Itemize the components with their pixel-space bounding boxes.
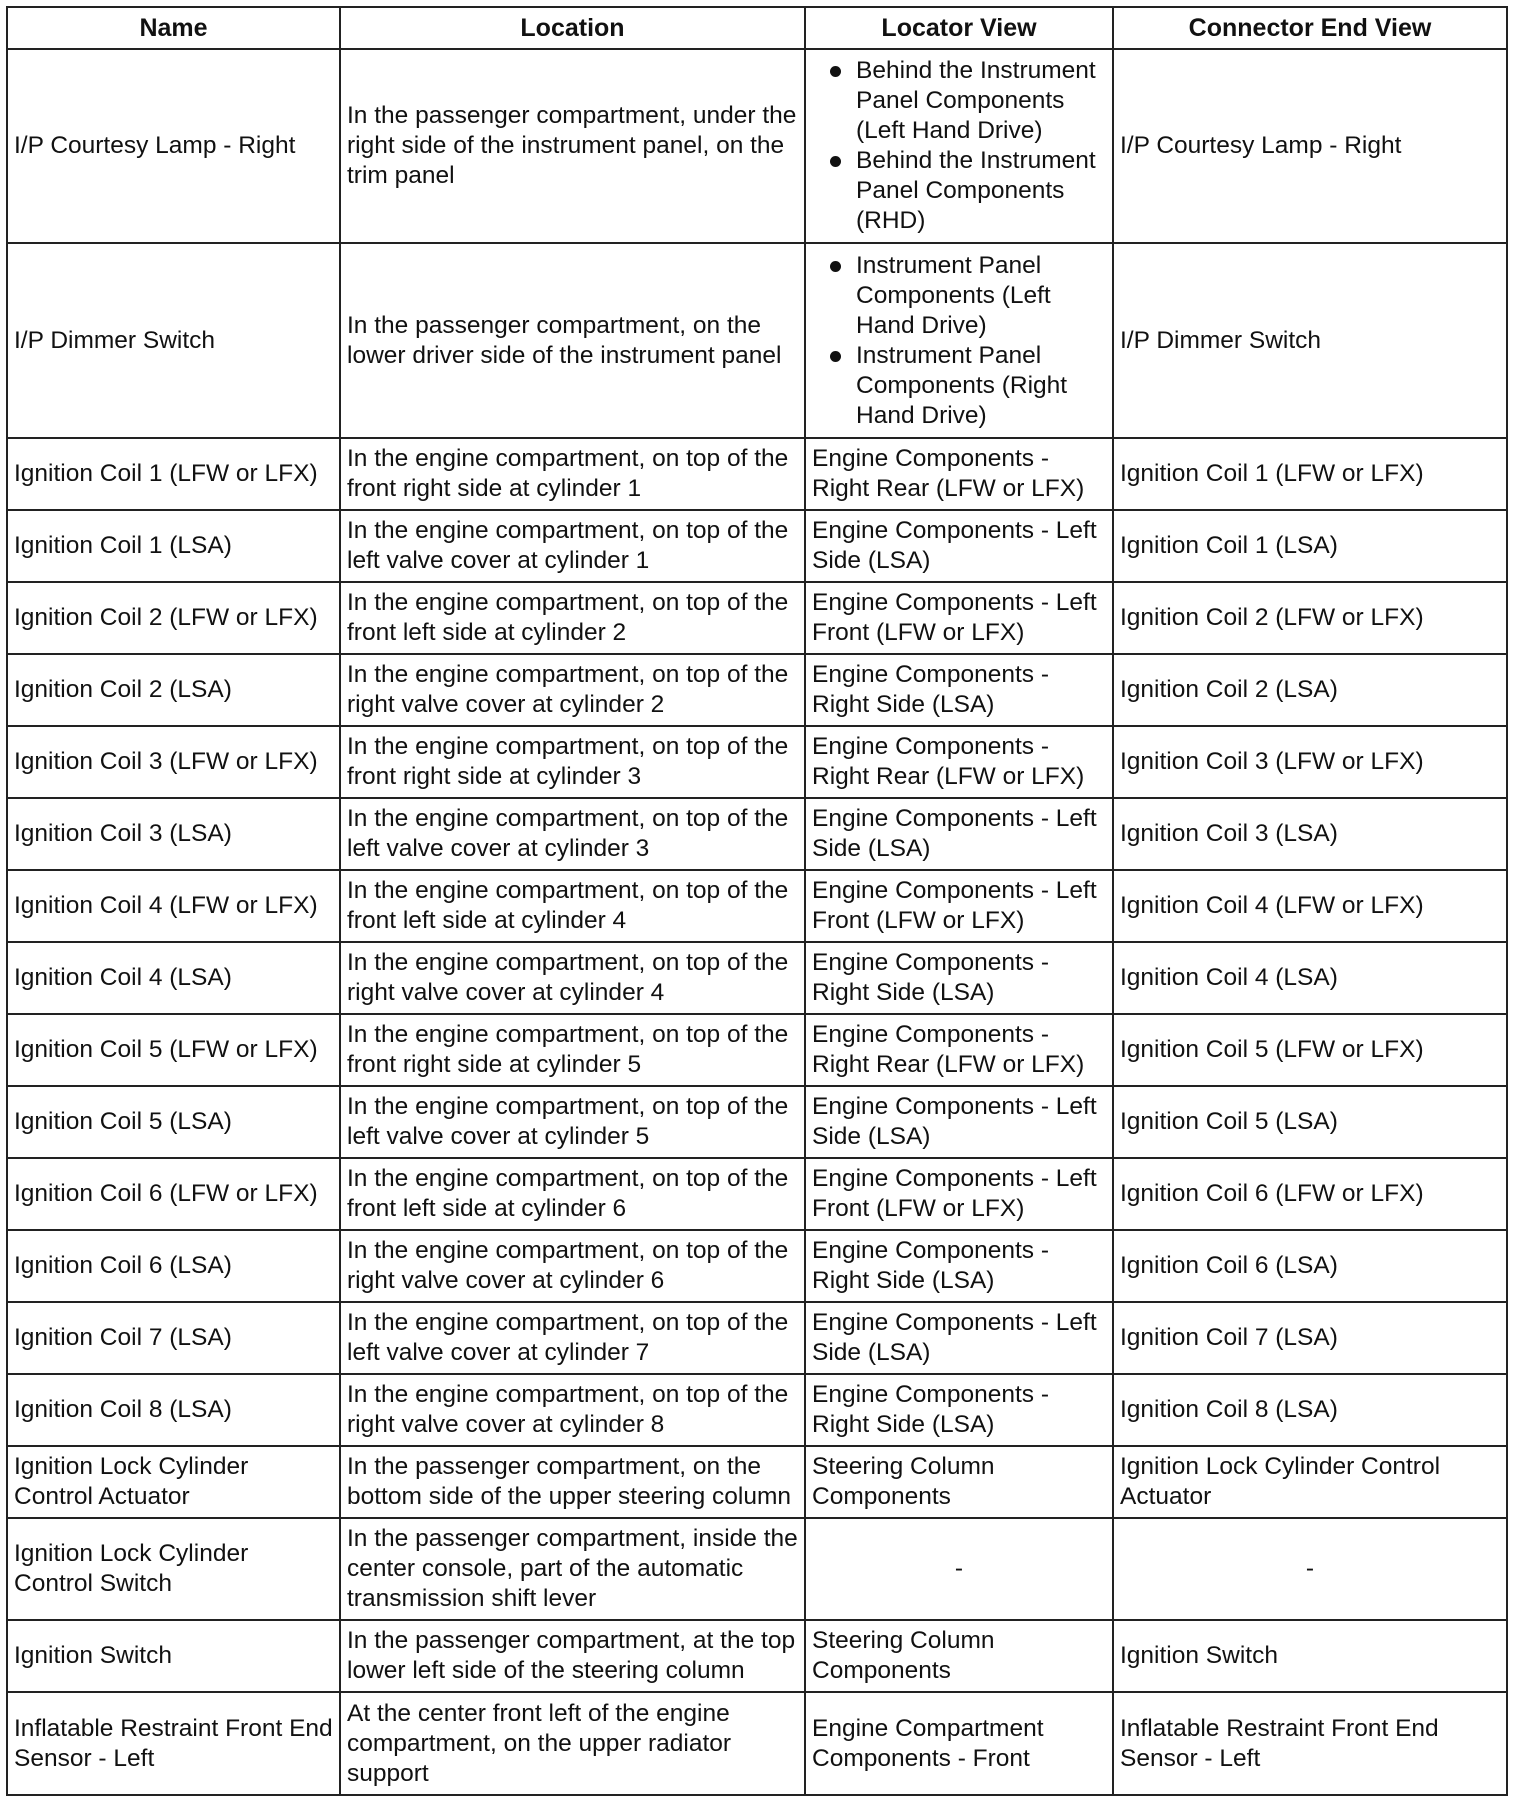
cell-locator-view[interactable]: Steering Column Components — [805, 1446, 1113, 1518]
locator-link[interactable]: Behind the Instrument Panel Components (Left Hand Drive) — [812, 56, 1106, 146]
cell-connector-end-view[interactable]: Ignition Coil 6 (LFW or LFX) — [1113, 1158, 1507, 1230]
cell-location: In the engine compartment, on top of the right valve cover at cylinder 4 — [340, 942, 805, 1014]
table-row — [7, 510, 1507, 582]
cell-name: Ignition Coil 3 (LSA) — [7, 798, 340, 870]
table-row — [7, 1230, 1507, 1302]
cell-locator-view[interactable]: Engine Components - Right Side (LSA) — [805, 942, 1113, 1014]
cell-connector-end-view[interactable]: Ignition Coil 6 (LSA) — [1113, 1230, 1507, 1302]
cell-locator-view[interactable]: Engine Components - Right Rear (LFW or LFX) — [805, 726, 1113, 798]
locator-link[interactable]: Instrument Panel Components (Right Hand Drive) — [812, 341, 1106, 431]
cell-connector-end-view[interactable]: Inflatable Restraint Front End Sensor - Left — [1113, 1692, 1507, 1795]
cell-locator-view — [805, 243, 1113, 438]
cell-name: Ignition Coil 1 (LFW or LFX) — [7, 438, 340, 510]
cell-locator-view[interactable]: Engine Components - Left Side (LSA) — [805, 798, 1113, 870]
cell-locator-view[interactable]: Engine Components - Right Side (LSA) — [805, 1374, 1113, 1446]
cell-connector-end-view[interactable]: Ignition Coil 3 (LSA) — [1113, 798, 1507, 870]
cell-connector-end-view[interactable]: Ignition Coil 4 (LFW or LFX) — [1113, 870, 1507, 942]
table-row — [7, 1158, 1507, 1230]
cell-connector-end-view[interactable]: Ignition Lock Cylinder Control Actuator — [1113, 1446, 1507, 1518]
locator-bullet-list — [812, 56, 1106, 236]
cell-name: I/P Dimmer Switch — [7, 243, 340, 438]
cell-name: Inflatable Restraint Front End Sensor - Left — [7, 1692, 340, 1795]
cell-name: Ignition Coil 6 (LFW or LFX) — [7, 1158, 340, 1230]
cell-location: In the engine compartment, on top of the front left side at cylinder 6 — [340, 1158, 805, 1230]
cell-connector-end-view[interactable]: Ignition Switch — [1113, 1620, 1507, 1692]
cell-locator-view[interactable]: Engine Components - Right Rear (LFW or LFX) — [805, 1014, 1113, 1086]
cell-connector-end-view[interactable]: Ignition Coil 1 (LSA) — [1113, 510, 1507, 582]
cell-location: In the passenger compartment, inside the center console, part of the automatic transmission shift lever — [340, 1518, 805, 1620]
cell-location: In the engine compartment, on top of the front right side at cylinder 1 — [340, 438, 805, 510]
cell-name: Ignition Switch — [7, 1620, 340, 1692]
cell-locator-view[interactable]: Engine Components - Left Side (LSA) — [805, 510, 1113, 582]
header-row — [7, 7, 1507, 49]
table-row — [7, 942, 1507, 1014]
cell-locator-view[interactable]: Engine Components - Right Side (LSA) — [805, 1230, 1113, 1302]
table-row — [7, 438, 1507, 510]
cell-connector-end-view[interactable]: Ignition Coil 5 (LSA) — [1113, 1086, 1507, 1158]
cell-locator-view[interactable]: Engine Components - Left Front (LFW or LFX) — [805, 582, 1113, 654]
table-row — [7, 726, 1507, 798]
cell-connector-end-view: - — [1113, 1518, 1507, 1620]
table-row — [7, 1620, 1507, 1692]
cell-locator-view[interactable]: Engine Components - Right Side (LSA) — [805, 654, 1113, 726]
cell-location: In the engine compartment, on top of the front right side at cylinder 5 — [340, 1014, 805, 1086]
cell-name: Ignition Coil 1 (LSA) — [7, 510, 340, 582]
cell-locator-view[interactable]: Engine Compartment Components - Front — [805, 1692, 1113, 1795]
cell-location: In the engine compartment, on top of the left valve cover at cylinder 7 — [340, 1302, 805, 1374]
table-row — [7, 1446, 1507, 1518]
header-connector-end-view: Connector End View — [1113, 7, 1507, 49]
cell-location: In the engine compartment, on top of the front right side at cylinder 3 — [340, 726, 805, 798]
component-locator-table — [6, 6, 1508, 1796]
cell-name: Ignition Lock Cylinder Control Actuator — [7, 1446, 340, 1518]
cell-locator-view[interactable]: Engine Components - Left Side (LSA) — [805, 1302, 1113, 1374]
cell-locator-view — [805, 49, 1113, 243]
cell-connector-end-view[interactable]: Ignition Coil 4 (LSA) — [1113, 942, 1507, 1014]
locator-bullet-list — [812, 251, 1106, 431]
table-row — [7, 1374, 1507, 1446]
cell-connector-end-view[interactable]: Ignition Coil 1 (LFW or LFX) — [1113, 438, 1507, 510]
cell-connector-end-view[interactable]: I/P Courtesy Lamp - Right — [1113, 49, 1507, 243]
cell-locator-view[interactable]: Engine Components - Left Side (LSA) — [805, 1086, 1113, 1158]
cell-location: In the passenger compartment, at the top lower left side of the steering column — [340, 1620, 805, 1692]
cell-location: In the engine compartment, on top of the front left side at cylinder 2 — [340, 582, 805, 654]
cell-locator-view[interactable]: Engine Components - Left Front (LFW or LFX) — [805, 870, 1113, 942]
table-row — [7, 654, 1507, 726]
table-row — [7, 798, 1507, 870]
cell-location: At the center front left of the engine compartment, on the upper radiator support — [340, 1692, 805, 1795]
locator-link[interactable]: Instrument Panel Components (Left Hand Drive) — [812, 251, 1106, 341]
cell-connector-end-view[interactable]: Ignition Coil 2 (LSA) — [1113, 654, 1507, 726]
cell-location: In the passenger compartment, on the bottom side of the upper steering column — [340, 1446, 805, 1518]
cell-name: Ignition Coil 8 (LSA) — [7, 1374, 340, 1446]
table-row — [7, 1014, 1507, 1086]
locator-link[interactable]: Behind the Instrument Panel Components (RHD) — [812, 146, 1106, 236]
cell-name: I/P Courtesy Lamp - Right — [7, 49, 340, 243]
cell-connector-end-view[interactable]: Ignition Coil 8 (LSA) — [1113, 1374, 1507, 1446]
cell-name: Ignition Coil 3 (LFW or LFX) — [7, 726, 340, 798]
cell-name: Ignition Coil 2 (LFW or LFX) — [7, 582, 340, 654]
cell-name: Ignition Coil 6 (LSA) — [7, 1230, 340, 1302]
cell-locator-view[interactable]: Engine Components - Left Front (LFW or LFX) — [805, 1158, 1113, 1230]
cell-name: Ignition Coil 5 (LFW or LFX) — [7, 1014, 340, 1086]
table-row — [7, 870, 1507, 942]
cell-name: Ignition Coil 4 (LFW or LFX) — [7, 870, 340, 942]
cell-connector-end-view[interactable]: Ignition Coil 3 (LFW or LFX) — [1113, 726, 1507, 798]
cell-locator-view: - — [805, 1518, 1113, 1620]
table-row — [7, 49, 1507, 243]
header-location: Location — [340, 7, 805, 49]
header-locator-view: Locator View — [805, 7, 1113, 49]
cell-location: In the engine compartment, on top of the left valve cover at cylinder 5 — [340, 1086, 805, 1158]
cell-location: In the engine compartment, on top of the right valve cover at cylinder 2 — [340, 654, 805, 726]
header-name: Name — [7, 7, 340, 49]
table-row — [7, 1302, 1507, 1374]
cell-connector-end-view[interactable]: Ignition Coil 5 (LFW or LFX) — [1113, 1014, 1507, 1086]
cell-connector-end-view[interactable]: I/P Dimmer Switch — [1113, 243, 1507, 438]
cell-name: Ignition Coil 2 (LSA) — [7, 654, 340, 726]
cell-name: Ignition Lock Cylinder Control Switch — [7, 1518, 340, 1620]
cell-location: In the engine compartment, on top of the right valve cover at cylinder 6 — [340, 1230, 805, 1302]
cell-location: In the passenger compartment, on the lower driver side of the instrument panel — [340, 243, 805, 438]
component-locator-table-container — [6, 6, 1508, 1796]
table-row — [7, 582, 1507, 654]
cell-connector-end-view[interactable]: Ignition Coil 7 (LSA) — [1113, 1302, 1507, 1374]
cell-location: In the engine compartment, on top of the left valve cover at cylinder 3 — [340, 798, 805, 870]
cell-locator-view[interactable]: Engine Components - Right Rear (LFW or LFX) — [805, 438, 1113, 510]
table-row — [7, 1692, 1507, 1795]
table-row — [7, 243, 1507, 438]
cell-location: In the engine compartment, on top of the right valve cover at cylinder 8 — [340, 1374, 805, 1446]
cell-location: In the passenger compartment, under the right side of the instrument panel, on the trim panel — [340, 49, 805, 243]
cell-name: Ignition Coil 5 (LSA) — [7, 1086, 340, 1158]
table-row — [7, 1518, 1507, 1620]
table-row — [7, 1086, 1507, 1158]
cell-name: Ignition Coil 7 (LSA) — [7, 1302, 340, 1374]
cell-name: Ignition Coil 4 (LSA) — [7, 942, 340, 1014]
cell-location: In the engine compartment, on top of the left valve cover at cylinder 1 — [340, 510, 805, 582]
cell-location: In the engine compartment, on top of the front left side at cylinder 4 — [340, 870, 805, 942]
cell-locator-view[interactable]: Steering Column Components — [805, 1620, 1113, 1692]
cell-connector-end-view[interactable]: Ignition Coil 2 (LFW or LFX) — [1113, 582, 1507, 654]
